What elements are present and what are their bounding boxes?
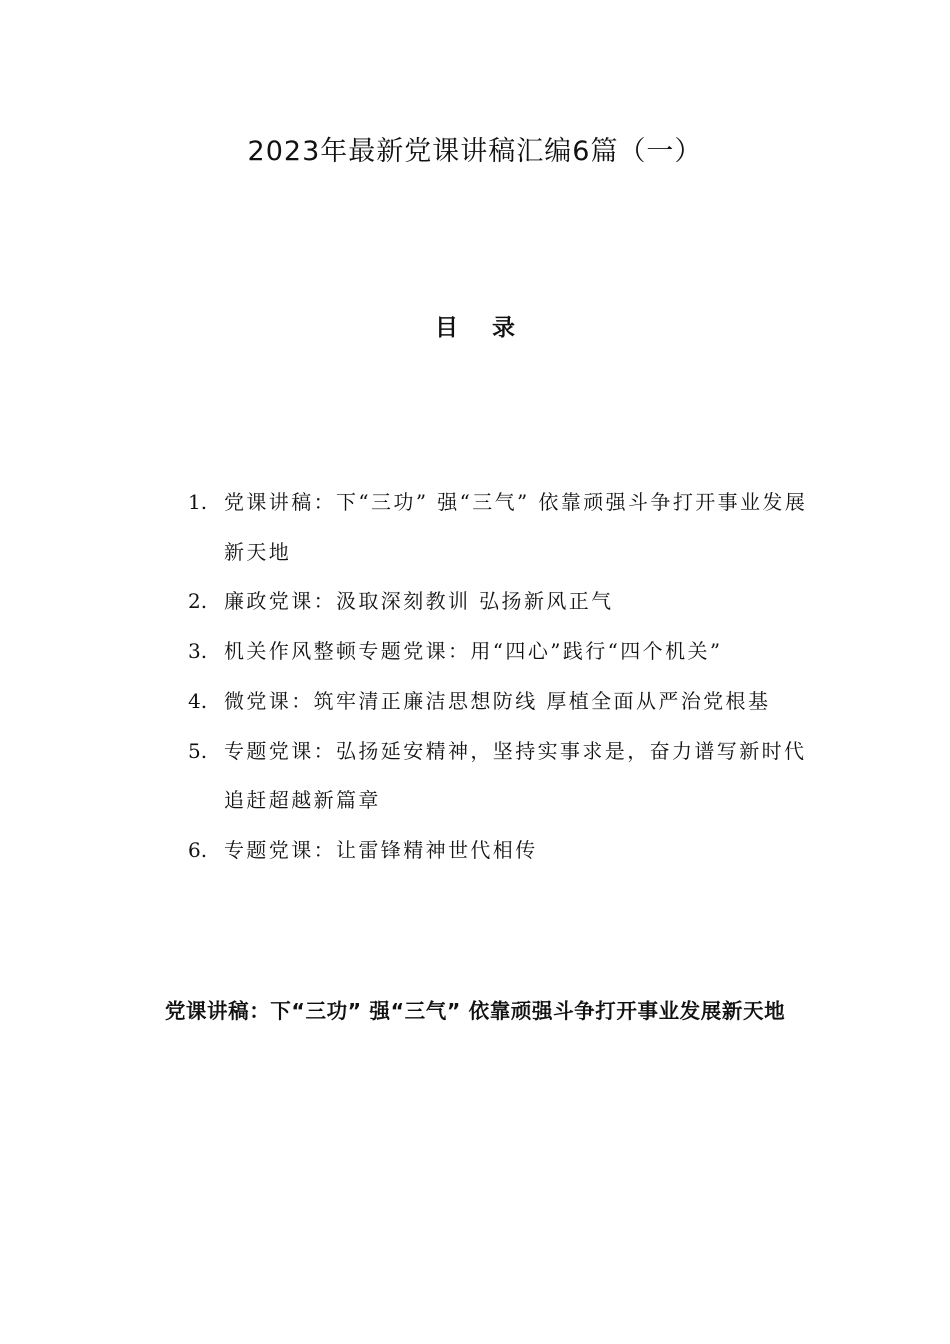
toc-item-text: 专题党课：弘扬延安精神，坚持实事求是，奋力谱写新时代追赶超越新篇章: [224, 738, 807, 813]
toc-item-number: 2.: [188, 589, 208, 614]
toc-item-text: 专题党课：让雷锋精神世代相传: [224, 837, 538, 862]
toc-item-6[interactable]: [188, 826, 818, 876]
document-title: 2023年最新党课讲稿汇编6篇（一）: [247, 136, 703, 167]
toc-item-1[interactable]: [188, 478, 818, 577]
toc-heading-char-1: 目: [435, 315, 458, 341]
toc-item-4[interactable]: [188, 677, 818, 727]
toc-item-number: 1.: [188, 490, 208, 514]
toc-heading: [0, 311, 950, 345]
toc-item-3[interactable]: [188, 627, 818, 677]
toc-item-number: 5.: [188, 738, 208, 763]
toc-heading-char-2: 录: [492, 315, 515, 341]
toc-item-text: 党课讲稿：下“三功” 强“三气” 依靠顽强斗争打开事业发展新天地: [224, 490, 808, 564]
toc-item-number: 6.: [188, 837, 208, 862]
toc-item-text: 微党课：筑牢清正廉洁思想防线 厚植全面从严治党根基: [224, 688, 771, 713]
toc-item-text: 机关作风整顿专题党课：用“四心”践行“四个机关”: [224, 639, 723, 664]
toc-item-2[interactable]: [188, 577, 818, 627]
toc-item-5[interactable]: [188, 727, 818, 826]
section-title: 党课讲稿：下“三功” 强“三气” 依靠顽强斗争打开事业发展新天地: [164, 999, 786, 1023]
toc-item-number: 4.: [188, 688, 208, 713]
table-of-contents: [188, 478, 818, 876]
toc-item-number: 3.: [188, 639, 208, 664]
toc-item-text: 廉政党课：汲取深刻教训 弘扬新风正气: [224, 589, 614, 614]
